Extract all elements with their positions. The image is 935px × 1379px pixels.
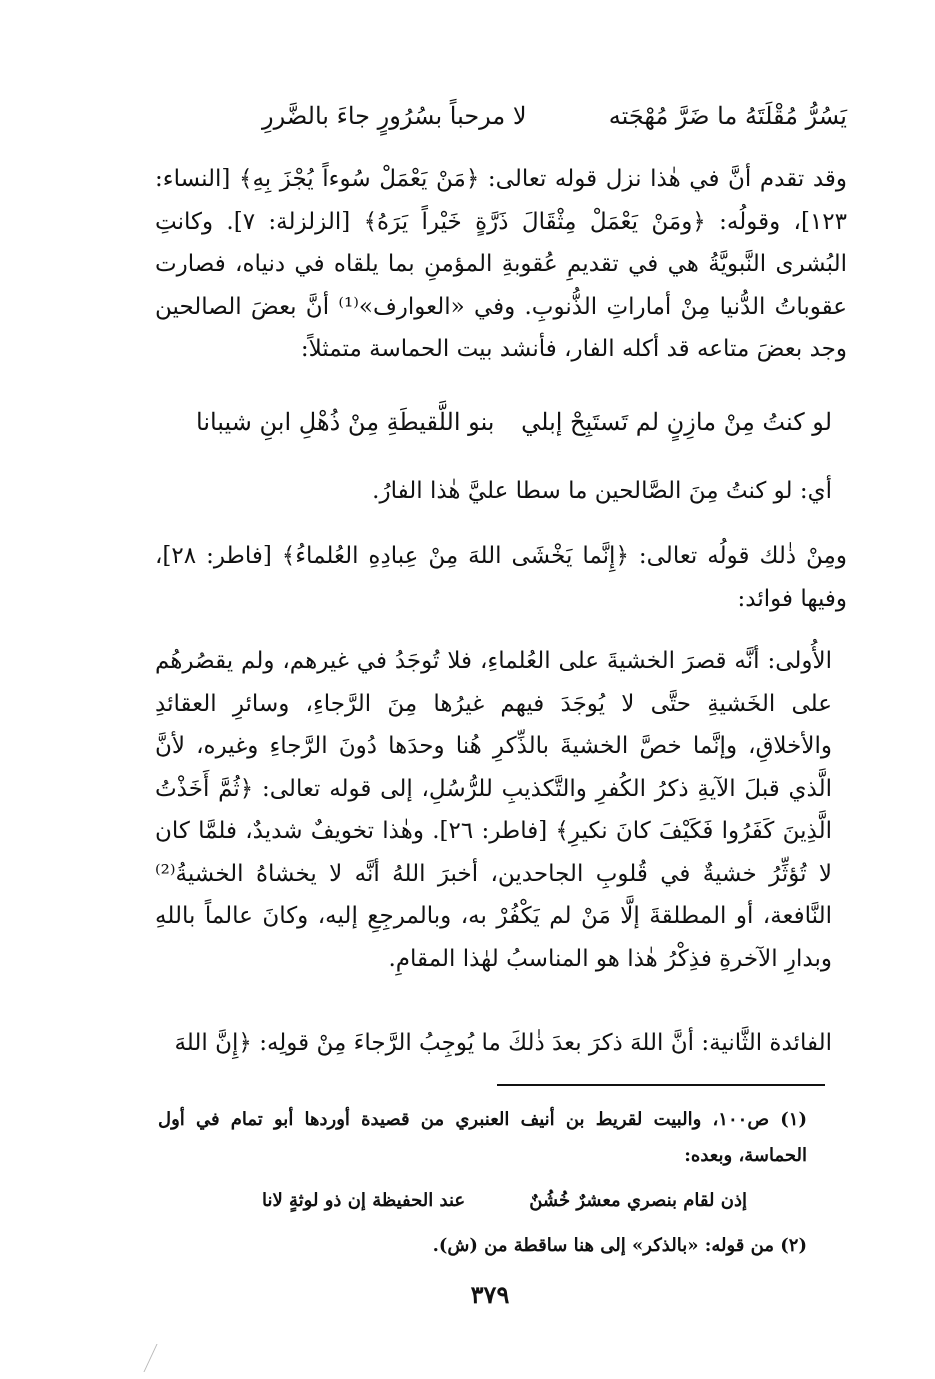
footnote-verse-left-hemistich: عند الحفيظة إن ذو لوثةٍ لانا [262,1190,466,1211]
footnote-separator [497,1084,825,1086]
footnote-verse-right-hemistich: إذن لقام بنصري معشرٌ خُشُنٌ [529,1190,747,1211]
hamasa-verse [196,406,832,438]
paragraph-4: ومِنْ ذٰلك قولُه تعالى: ﴿إِنَّما يَخْشَى اللهَ مِنْ عِبادِهِ العُلماءُ﴾ [فاطر: ٢٨]، وفيها فوائد: [155,543,847,612]
hamasa-verse-left-hemistich: بنو اللَّقيطَةِ مِنْ ذُهْلِ ابنِ شيبانا [196,408,495,436]
paragraph-5: الأُولى: أنَّه قصرَ الخشيةَ على العُلماءِ، فلا تُوجَدُ في غيرهم، ولم يقصُرهُم على الخَشيةِ حتَّى لا يُوجَدَ فيهم غيرُها مِنَ الرَّجاءِ، وسائرِ العقائدِ والأخلاقِ، وإنَّما خصَّ الخشيةَ بالذِّكرِ هُنا وحدَها دُونَ الرَّجاءِ وغيره، لأنَّ الَّذي قبلَ الآيةِ ذكرُ الكُفرِ والتَّكذيبِ للرُّسُلِ، إلى قوله تعالى: ﴿ثُمَّ أَخَذْتُ الَّذِينَ كَفَرُوا فَكَيْفَ كانَ نكيرِ﴾ [فاطر: ٢٦]. وهٰذا تخويفٌ شديدٌ، فلمَّا كان لا تُؤثِّرُ خشيةٌ في قُلوبِ الجاحدين، أخبرَ اللهُ أنَّه لا يخشاهُ الخشيةُ⁽²⁾ النَّافعة، أو المطلقةَ إلَّا مَنْ لم يَكْفُرْ به، وبالمرجِعِ إليه، وكانَ عالماً باللهِ وبدارِ الآخرةِ فذِكْرُ هٰذا هو المناسبُ لهٰذا المقامِ. [155,648,832,972]
scan-artifact-mark [143,1344,171,1372]
top-verse-left-hemistich: لا مرحباً بسُرُورٍ جاءَ بالضَّررِ [262,102,527,130]
explanation-line: أي: لو كنتُ مِنَ الصَّالحين ما سطا عليَّ هٰذا الفارُ. [372,478,832,504]
top-verse-right-hemistich: يَسُرُّ مُقْلَتَهُ ما ضَرَّ مُهْجَته [608,102,847,130]
footnote-1: (١) ص١٠٠، والبيت لقريط بن أنيف العنبري من قصيدة أوردها أبو تمام في أول الحماسة، وبعده: [158,1109,807,1166]
footnote-verse [262,1186,747,1216]
second-benefit-line: الفائدة الثَّانية: أنَّ اللهَ ذكرَ بعدَ ذٰلكَ ما يُوجِبُ الرَّجاءَ مِنْ قولِه: ﴿إِنَّ اللهَ [174,1030,832,1056]
page-number: ٣٧٩ [470,1280,510,1309]
hamasa-verse-right-hemistich: لو كنتُ مِنْ مازِنٍ لم تَستَبِحْ إبلي [521,408,832,436]
paragraph-1: وقد تقدم أنَّ في هٰذا نزل قوله تعالى: ﴿مَنْ يَعْمَلْ سُوءاً يُجْزَ بِهِ﴾ [النساء: ١٢٣]، وقولُه: ﴿ومَنْ يَعْمَلْ مِثْقَالَ ذَرَّةٍ خَيْراً يَرَهُ﴾ [الزلزلة: ٧]. وكانتِ البُشرى النَّبويَّةُ هي في تقديمِ عُقوبةِ المؤمنِ بما يلقاه في دنياه، فصارت عقوباتُ الدُّنيا مِنْ أماراتِ الذُّنوبِ. وفي «العوارف»⁽¹⁾ أنَّ بعضَ الصالحين وجد بعضَ متاعه قد أكله الفار، فأنشد بيت الحماسة متمثلاً: [155,166,847,362]
top-verse [262,100,847,132]
footnote-2: (٢) من قوله: «بالذكر» إلى هنا ساقطة من (ش). [432,1235,807,1256]
